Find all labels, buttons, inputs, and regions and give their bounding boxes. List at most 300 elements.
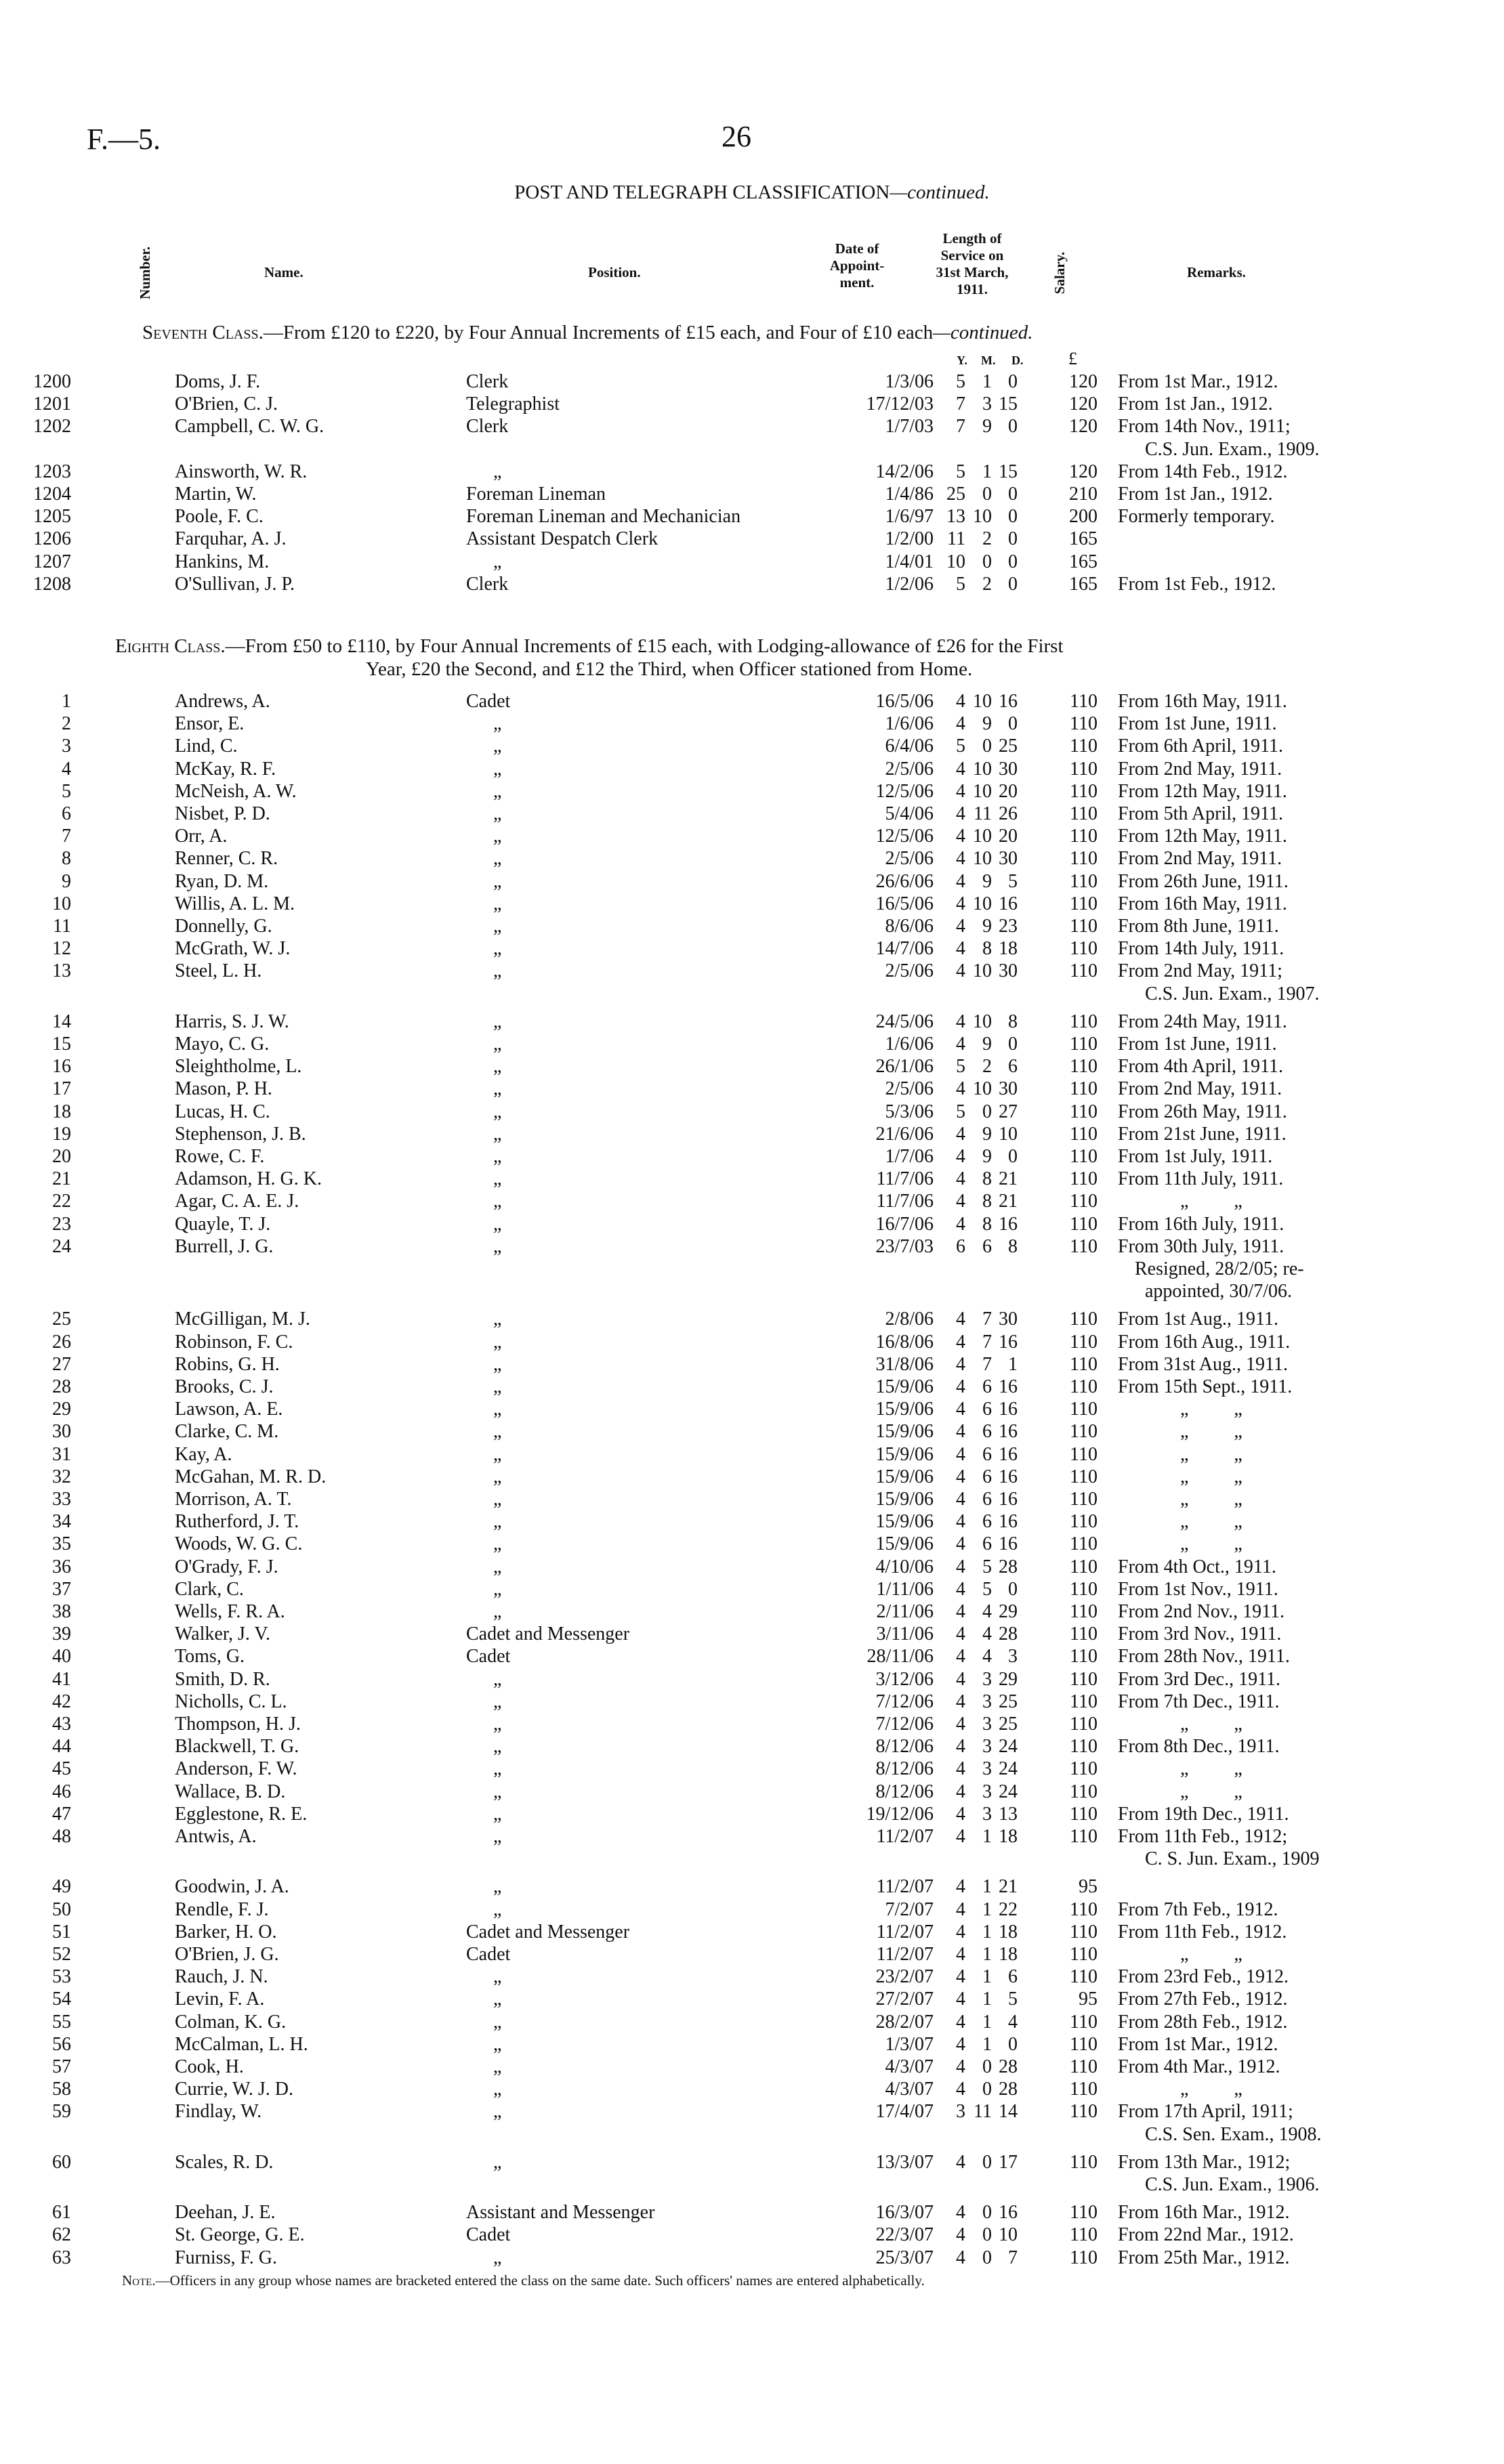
row-name: Lind, C. [175, 736, 238, 757]
row-position: „ [493, 2151, 502, 2173]
row-position: „ [493, 1078, 502, 1100]
row-salary: 110 [1070, 1556, 1098, 1577]
row-name: Thompson, H. J. [175, 1714, 301, 1735]
row-salary: 110 [1070, 1101, 1098, 1122]
table-row [0, 2056, 1504, 2078]
row-name: Nisbet, P. D. [175, 803, 270, 824]
page-reference: F.—5. [87, 123, 161, 156]
row-remarks-continued: C. S. Jun. Exam., 1909 [1145, 1848, 1320, 1870]
years-abbrev: Y. [957, 354, 967, 367]
row-months: 9 [982, 1123, 992, 1145]
table-row [0, 848, 1504, 870]
row-remarks: „ „ [1180, 1758, 1242, 1780]
row-salary: 110 [1070, 1646, 1098, 1668]
row-days: 16 [999, 1399, 1018, 1420]
row-remarks: From 12th May, 1911. [1118, 780, 1287, 802]
seventh-class-continued: —continued. [933, 322, 1033, 343]
table-row [0, 416, 1504, 438]
row-date: 5/3/06 [885, 1101, 934, 1122]
row-months: 9 [982, 870, 992, 892]
row-months: 1 [982, 2011, 992, 2033]
row-position: „ [493, 1376, 502, 1397]
row-date: 14/2/06 [875, 461, 934, 482]
row-years: 4 [956, 1511, 965, 1533]
row-months: 8 [982, 1191, 992, 1212]
row-remarks-continued: C.S. Jun. Exam., 1906. [1145, 2174, 1320, 2195]
row-remarks: „ „ [1180, 1421, 1242, 1443]
row-number: 6 [62, 803, 71, 824]
row-remarks: From 19th Dec., 1911. [1118, 1803, 1289, 1825]
row-number: 55 [52, 2011, 71, 2033]
row-remarks: „ „ [1180, 1489, 1242, 1510]
row-years: 5 [956, 1056, 965, 1078]
row-months: 2 [982, 573, 992, 595]
row-date: 11/2/07 [876, 1944, 934, 1965]
row-position: „ [493, 1578, 502, 1600]
row-salary: 110 [1070, 780, 1098, 802]
row-days: 20 [999, 826, 1018, 847]
row-number: 57 [52, 2056, 71, 2077]
row-remarks: From 28th Feb., 1912. [1118, 2011, 1288, 2033]
row-date: 3/12/06 [875, 1668, 934, 1690]
row-days: 16 [999, 893, 1018, 914]
row-date: 2/5/06 [885, 758, 934, 780]
row-days: 26 [999, 803, 1018, 824]
row-name: O'Brien, C. J. [175, 394, 278, 415]
row-number: 1204 [33, 484, 71, 505]
table-row [0, 871, 1504, 893]
row-position: Assistant and Messenger [466, 2202, 655, 2224]
row-name: Scales, R. D. [175, 2151, 274, 2173]
seventh-class-label: Seventh Class [142, 322, 259, 343]
row-date: 1/4/86 [885, 484, 934, 505]
row-number: 1201 [33, 394, 71, 415]
table-row [0, 1714, 1504, 1735]
row-date: 17/4/07 [875, 2101, 934, 2123]
row-number: 1203 [33, 461, 71, 482]
row-name: Ryan, D. M. [175, 870, 269, 892]
row-date: 2/5/06 [885, 1078, 934, 1100]
title-main: POST AND TELEGRAPH CLASSIFICATION [514, 182, 890, 203]
row-date: 11/7/06 [876, 1168, 934, 1190]
row-years: 4 [956, 893, 965, 914]
row-remarks-continued: Resigned, 28/2/05; re- [1135, 1258, 1304, 1279]
row-remarks: „ „ [1180, 1781, 1242, 1802]
row-number: 25 [52, 1309, 71, 1330]
row-remarks: From 4th Mar., 1912. [1118, 2056, 1280, 2077]
row-days: 29 [999, 1668, 1018, 1690]
row-name: Clark, C. [175, 1578, 244, 1600]
row-position: „ [493, 2056, 502, 2077]
table-row [0, 759, 1504, 780]
row-years: 13 [946, 506, 965, 528]
row-name: O'Grady, F. J. [175, 1556, 278, 1577]
row-salary: 110 [1070, 713, 1098, 735]
row-position: „ [493, 848, 502, 870]
row-date: 1/4/01 [885, 551, 934, 572]
row-date: 22/3/07 [875, 2224, 934, 2246]
row-number: 10 [52, 893, 71, 914]
row-years: 4 [956, 1898, 965, 1920]
row-number: 24 [52, 1235, 71, 1257]
row-months: 11 [974, 2101, 992, 2123]
row-name: Robins, G. H. [175, 1353, 280, 1375]
row-months: 1 [982, 1921, 992, 1942]
row-years: 7 [956, 416, 965, 438]
row-salary: 110 [1070, 1803, 1098, 1825]
row-position: „ [493, 826, 502, 847]
row-years: 4 [956, 848, 965, 870]
row-salary: 110 [1070, 1309, 1098, 1330]
row-months: 6 [982, 1235, 992, 1257]
table-row [0, 506, 1504, 528]
row-name: Renner, C. R. [175, 848, 278, 870]
row-name: Mayo, C. G. [175, 1034, 270, 1055]
row-remarks: From 30th July, 1911. [1118, 1235, 1284, 1257]
row-days: 14 [999, 2101, 1018, 2123]
row-years: 5 [956, 371, 965, 392]
row-days: 28 [999, 1556, 1018, 1577]
row-months: 9 [982, 1146, 992, 1167]
row-months: 5 [982, 1556, 992, 1577]
row-date: 2/11/06 [876, 1601, 934, 1622]
row-days: 16 [999, 1489, 1018, 1510]
row-name: Lucas, H. C. [175, 1101, 270, 1122]
row-salary: 110 [1070, 1078, 1098, 1100]
row-remarks: From 1st Aug., 1911. [1118, 1309, 1278, 1330]
page-number: 26 [722, 120, 751, 153]
row-name: Barker, H. O. [175, 1921, 277, 1942]
row-number: 60 [52, 2151, 71, 2173]
table-row [0, 1056, 1504, 1078]
row-position: „ [493, 461, 502, 482]
row-days: 16 [999, 1213, 1018, 1235]
row-remarks: From 1st Jan., 1912. [1118, 484, 1273, 505]
row-remarks: From 13th Mar., 1912; [1118, 2151, 1291, 2173]
row-days: 8 [1008, 1011, 1018, 1032]
row-salary: 110 [1070, 1123, 1098, 1145]
table-row [0, 1944, 1504, 1966]
row-position: Cadet [466, 2224, 511, 2246]
row-remarks: From 3rd Nov., 1911. [1118, 1623, 1282, 1645]
eighth-class-heading-line2: Year, £20 the Second, and £12 the Third, when Officer stationed from Home. [366, 658, 973, 680]
row-salary: 110 [1070, 2151, 1098, 2173]
row-remarks: From 2nd May, 1911. [1118, 848, 1282, 870]
row-position: „ [493, 1898, 502, 1920]
row-position: „ [493, 1168, 502, 1190]
row-days: 18 [999, 938, 1018, 960]
row-months: 6 [982, 1533, 992, 1555]
table-row [0, 1421, 1504, 1443]
row-years: 4 [956, 826, 965, 847]
row-number: 18 [52, 1101, 71, 1122]
salary-column-header: Salary. [1051, 251, 1068, 295]
row-number: 3 [62, 736, 71, 757]
row-date: 8/6/06 [885, 916, 934, 937]
row-days: 16 [999, 1376, 1018, 1397]
row-months: 6 [982, 1399, 992, 1420]
row-remarks: From 14th Nov., 1911; [1118, 416, 1291, 438]
row-months: 6 [982, 1489, 992, 1510]
row-date: 15/9/06 [875, 1399, 934, 1420]
row-years: 4 [956, 1803, 965, 1825]
row-months: 9 [982, 916, 992, 937]
row-date: 2/5/06 [885, 848, 934, 870]
row-months: 2 [982, 528, 992, 550]
row-days: 25 [999, 1714, 1018, 1735]
table-row [0, 371, 1504, 393]
row-position: Cadet and Messenger [466, 1623, 630, 1645]
row-position: „ [493, 1803, 502, 1825]
row-years: 4 [956, 713, 965, 735]
row-number: 23 [52, 1213, 71, 1235]
row-days: 5 [1008, 1989, 1018, 2010]
row-number: 47 [52, 1803, 71, 1825]
row-days: 17 [999, 2151, 1018, 2173]
row-months: 3 [982, 1781, 992, 1802]
row-salary: 110 [1070, 1213, 1098, 1235]
row-years: 4 [956, 1921, 965, 1942]
row-name: Rutherford, J. T. [175, 1511, 299, 1533]
row-months: 1 [982, 1966, 992, 1988]
row-date: 23/7/03 [875, 1235, 934, 1257]
row-name: Wells, F. R. A. [175, 1601, 285, 1622]
table-row [0, 1354, 1504, 1376]
row-months: 4 [982, 1601, 992, 1622]
row-position: „ [493, 1691, 502, 1712]
row-months: 0 [982, 1101, 992, 1122]
position-column-header: Position. [588, 264, 641, 280]
row-position: „ [493, 758, 502, 780]
row-name: Nicholls, C. L. [175, 1691, 287, 1712]
row-remarks: From 21st June, 1911. [1118, 1123, 1287, 1145]
row-salary: 110 [1070, 1736, 1098, 1758]
row-name: Robinson, F. C. [175, 1331, 293, 1353]
row-date: 1/11/06 [876, 1578, 934, 1600]
row-name: Sleightholme, L. [175, 1056, 302, 1078]
row-remarks: From 1st Jan., 1912. [1118, 394, 1273, 415]
row-months: 6 [982, 1443, 992, 1465]
row-remarks: „ „ [1180, 1511, 1242, 1533]
row-position: Foreman Lineman [466, 484, 606, 505]
row-months: 11 [974, 803, 992, 824]
row-position: Assistant Despatch Clerk [466, 528, 659, 550]
row-months: 10 [973, 826, 992, 847]
row-position: Cadet [466, 1646, 511, 1668]
row-months: 1 [982, 1826, 992, 1847]
row-days: 4 [1008, 2011, 1018, 2033]
row-days: 6 [1008, 1056, 1018, 1078]
row-position: „ [493, 1309, 502, 1330]
row-years: 25 [946, 484, 965, 505]
row-number: 29 [52, 1399, 71, 1420]
row-remarks: From 22nd Mar., 1912. [1118, 2224, 1294, 2246]
row-years: 4 [956, 2151, 965, 2173]
row-salary: 110 [1070, 2079, 1098, 2100]
row-date: 24/5/06 [875, 1011, 934, 1032]
row-salary: 110 [1070, 1898, 1098, 1920]
row-salary: 110 [1070, 1235, 1098, 1257]
row-position: „ [493, 2079, 502, 2100]
row-name: Blackwell, T. G. [175, 1736, 299, 1758]
row-years: 5 [956, 1101, 965, 1122]
row-remarks: „ „ [1180, 1714, 1242, 1735]
table-row [0, 484, 1504, 505]
table-row [0, 1489, 1504, 1510]
row-number: 15 [52, 1034, 71, 1055]
row-name: Toms, G. [175, 1646, 245, 1668]
table-row [0, 1146, 1504, 1168]
row-date: 16/5/06 [875, 893, 934, 914]
row-salary: 110 [1070, 1921, 1098, 1942]
row-remarks: „ „ [1180, 2079, 1242, 2100]
row-position: „ [493, 713, 502, 735]
row-number: 49 [52, 1876, 71, 1898]
row-months: 9 [982, 713, 992, 735]
row-days: 10 [999, 2224, 1018, 2246]
row-salary: 110 [1070, 826, 1098, 847]
row-name: Andrews, A. [175, 691, 270, 712]
row-remarks: From 16th May, 1911. [1118, 893, 1287, 914]
row-position: Clerk [466, 416, 509, 438]
row-remarks: From 11th Feb., 1912. [1118, 1921, 1287, 1942]
months-abbrev: M. [981, 354, 996, 367]
row-number: 37 [52, 1578, 71, 1600]
table-row [0, 960, 1504, 982]
row-days: 18 [999, 1944, 1018, 1965]
row-days: 16 [999, 1443, 1018, 1465]
row-position: „ [493, 1736, 502, 1758]
row-position: „ [493, 551, 502, 572]
row-position: „ [493, 938, 502, 960]
row-name: Kay, A. [175, 1443, 232, 1465]
title-continued: —continued. [890, 182, 990, 203]
row-name: Goodwin, J. A. [175, 1876, 289, 1898]
row-number: 52 [52, 1944, 71, 1965]
row-number: 51 [52, 1921, 71, 1942]
table-row [0, 938, 1504, 960]
row-salary: 110 [1070, 848, 1098, 870]
row-date: 28/2/07 [875, 2011, 934, 2033]
row-days: 13 [999, 1803, 1018, 1825]
row-salary: 110 [1070, 1399, 1098, 1420]
row-days: 0 [1008, 1034, 1018, 1055]
row-years: 4 [956, 1353, 965, 1375]
row-days: 30 [999, 960, 1018, 982]
row-salary: 110 [1070, 1511, 1098, 1533]
row-name: Rauch, J. N. [175, 1966, 268, 1988]
row-date: 3/11/06 [876, 1623, 934, 1645]
row-years: 4 [956, 1489, 965, 1510]
row-years: 4 [956, 2202, 965, 2224]
row-days: 18 [999, 1826, 1018, 1847]
row-remarks: From 11th Feb., 1912; [1118, 1826, 1288, 1847]
row-days: 25 [999, 736, 1018, 757]
row-name: St. George, G. E. [175, 2224, 305, 2246]
table-row [0, 1511, 1504, 1533]
row-days: 16 [999, 2202, 1018, 2224]
row-number: 12 [52, 938, 71, 960]
row-months: 3 [982, 1736, 992, 1758]
row-days: 22 [999, 1898, 1018, 1920]
row-salary: 110 [1070, 916, 1098, 937]
row-number: 8 [62, 848, 71, 870]
row-position: „ [493, 803, 502, 824]
row-days: 16 [999, 1466, 1018, 1487]
row-days: 0 [1008, 506, 1018, 528]
row-salary: 120 [1069, 461, 1098, 482]
table-row [0, 713, 1504, 735]
row-name: Farquhar, A. J. [175, 528, 287, 550]
row-name: Campbell, C. W. G. [175, 416, 325, 438]
table-row [0, 1556, 1504, 1578]
table-row [0, 1736, 1504, 1758]
row-days: 0 [1008, 416, 1018, 438]
table-row [0, 2224, 1504, 2246]
row-number: 31 [52, 1443, 71, 1465]
table-row [0, 1078, 1504, 1100]
table-row [0, 574, 1504, 595]
row-days: 21 [999, 1191, 1018, 1212]
row-days: 5 [1008, 870, 1018, 892]
row-salary: 165 [1069, 573, 1098, 595]
date-header-line2: Appoint- [829, 257, 885, 274]
row-date: 4/3/07 [885, 2079, 934, 2100]
row-remarks: From 14th Feb., 1912. [1118, 461, 1288, 482]
row-position: „ [493, 1556, 502, 1577]
row-name: Wallace, B. D. [175, 1781, 286, 1802]
row-years: 4 [956, 1668, 965, 1690]
row-years: 4 [956, 1034, 965, 1055]
row-years: 4 [956, 1078, 965, 1100]
row-months: 1 [982, 1989, 992, 2010]
table-row [0, 2034, 1504, 2056]
row-position: „ [493, 1331, 502, 1353]
row-salary: 110 [1070, 1668, 1098, 1690]
table-row [0, 1758, 1504, 1780]
row-years: 4 [956, 1646, 965, 1668]
row-date: 7/12/06 [875, 1714, 934, 1735]
row-remarks-continued: C.S. Jun. Exam., 1907. [1145, 983, 1320, 1004]
row-months: 10 [973, 691, 992, 712]
row-salary: 110 [1070, 1421, 1098, 1443]
table-row [0, 1669, 1504, 1691]
row-position: Cadet [466, 1944, 511, 1965]
row-remarks: From 16th July, 1911. [1118, 1213, 1284, 1235]
row-days: 8 [1008, 1235, 1018, 1257]
row-years: 4 [956, 1533, 965, 1555]
row-name: Currie, W. J. D. [175, 2079, 293, 2100]
row-name: Clarke, C. M. [175, 1421, 279, 1443]
row-years: 4 [956, 1826, 965, 1847]
row-months: 0 [982, 484, 992, 505]
row-salary: 110 [1070, 1331, 1098, 1353]
row-years: 4 [956, 1123, 965, 1145]
row-months: 6 [982, 1421, 992, 1443]
row-salary: 210 [1069, 484, 1098, 505]
table-row [0, 691, 1504, 713]
row-name: Anderson, F. W. [175, 1758, 297, 1780]
row-salary: 110 [1070, 2033, 1098, 2055]
row-salary: 110 [1070, 1578, 1098, 1600]
row-number: 19 [52, 1123, 71, 1145]
row-name: Hankins, M. [175, 551, 270, 572]
row-name: Rowe, C. F. [175, 1146, 265, 1167]
row-name: Willis, A. L. M. [175, 893, 295, 914]
row-months: 10 [973, 960, 992, 982]
row-months: 4 [982, 1646, 992, 1668]
row-name: Poole, F. C. [175, 506, 264, 528]
